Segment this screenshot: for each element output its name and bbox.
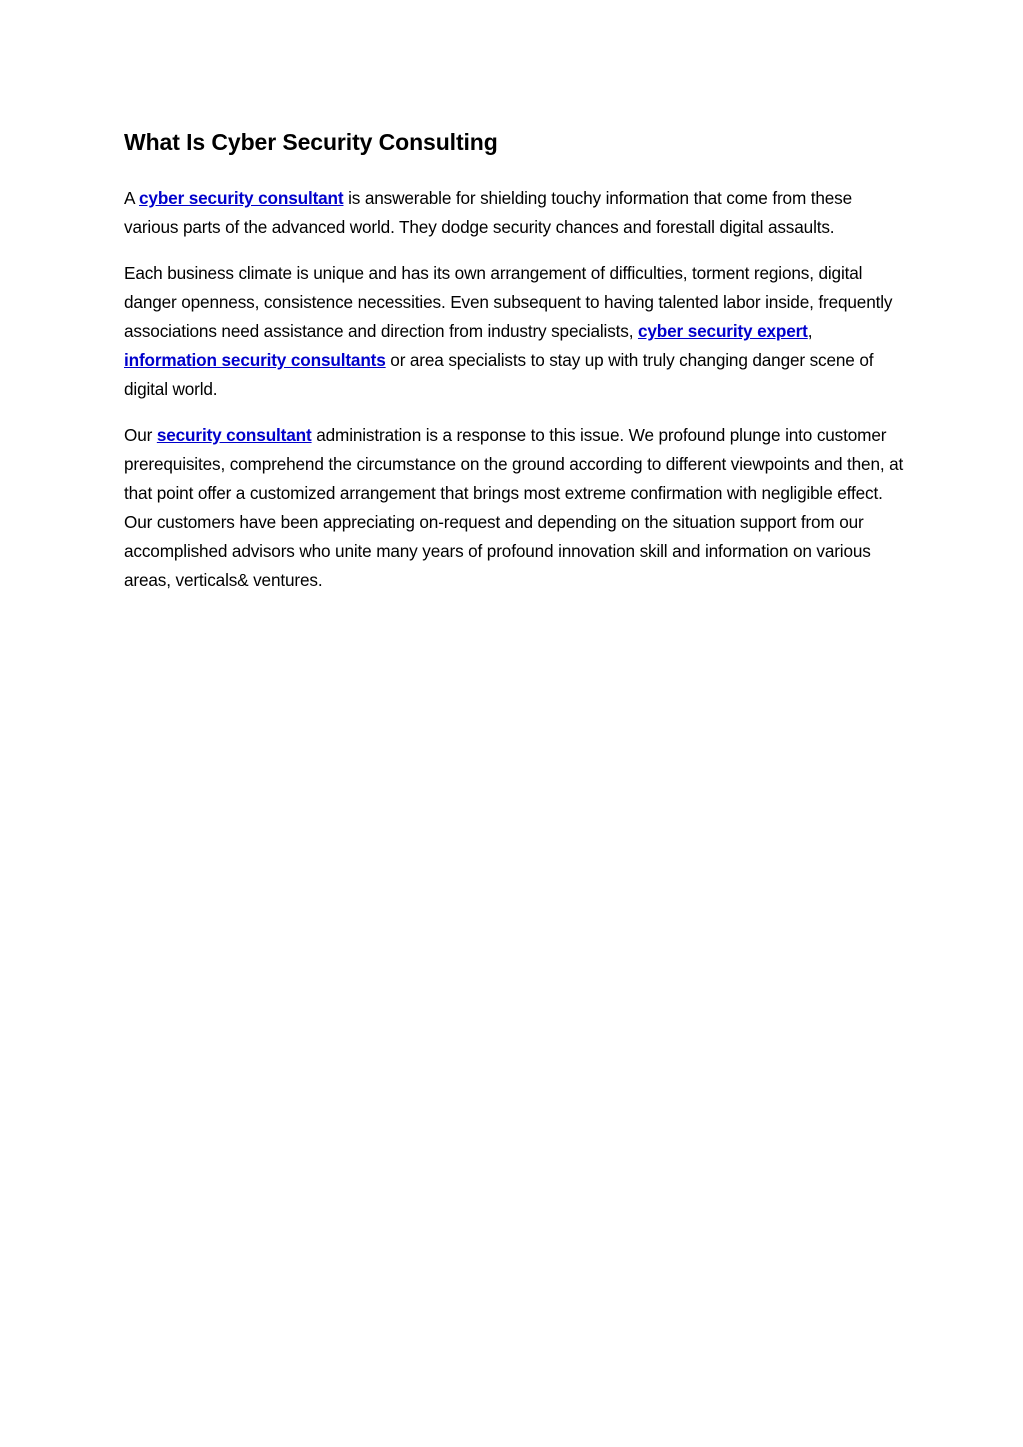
paragraph-business-text-after: or area specialists to stay up with truly changing danger scene of digital world. <box>124 350 874 399</box>
cyber-security-consultant-link[interactable]: cyber security consultant <box>139 188 344 208</box>
cyber-security-expert-link[interactable]: cyber security expert <box>637 321 808 341</box>
security-consultant-link[interactable]: security consultant <box>156 425 312 445</box>
paragraph-intro <box>124 184 904 242</box>
information-security-consultants-link[interactable]: information security consultants <box>124 350 386 370</box>
paragraph-our-service <box>124 421 904 595</box>
document-title: What Is Cyber Security Consulting <box>124 129 498 155</box>
paragraph-business-climate <box>124 259 904 404</box>
paragraph-intro-text-before: A <box>124 188 139 208</box>
paragraph-service-text-before: Our <box>124 425 157 445</box>
paragraph-service-text-after: administration is a response to this issue. We profound plunge into customer prerequisites, comprehend the circumstance on the ground according to different viewpoints and then, at that point offer a customized arrangement that brings most extreme confirmation with negligible effect. Our customers have been appreciating on-request and depending on the situation support from our accomplished advisors who unite many years of profound innovation skill and information on various areas, verticals& ventures. <box>124 425 904 590</box>
paragraph-intro-text-after: is answerable for shielding touchy information that come from these various parts of the advanced world. They dodge security chances and forestall digital assaults. <box>124 188 853 237</box>
document-page <box>124 124 904 612</box>
paragraph-business-text-before: Each business climate is unique and has its own arrangement of difficulties, torment regions, digital danger openness, consistence necessities. Even subsequent to having talented labor inside, frequently associations need assistance and direction from industry specialists, <box>124 263 893 341</box>
paragraph-business-separator: , <box>807 321 813 341</box>
